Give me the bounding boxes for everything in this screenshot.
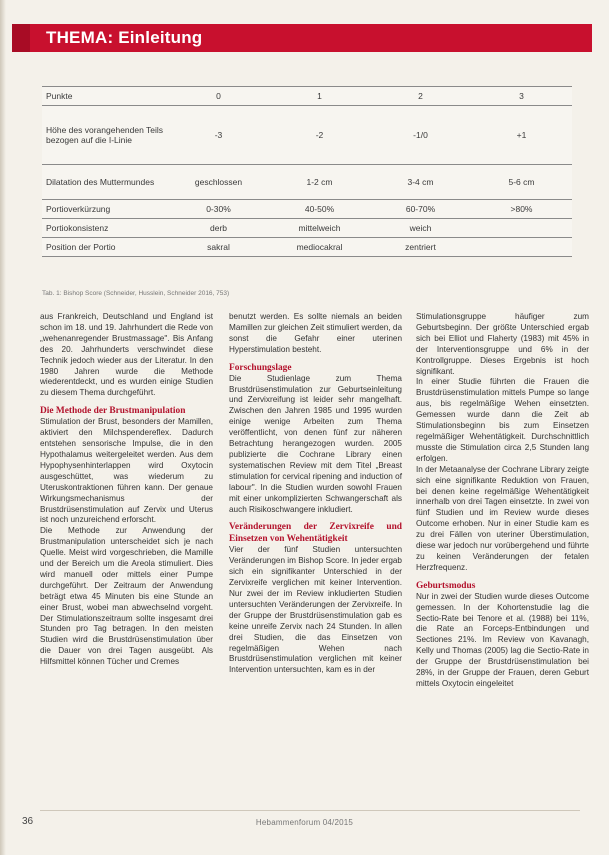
table-cell: -1/0 xyxy=(370,106,471,165)
paragraph: Nur in zwei der Studien wurde dieses Outcome gemessen. In der Kohortenstudie lag die Sectio-Rate bei Tenore et al. (1988) bei 11%, die Rate an Forceps-Entbindungen und Sectiones 21%. Im Review von Kavanagh, Kelly und Thomas (2005) lag die Sectio-Rate in der Gruppe der Brustdrüsenstimulation bei 28%, in der Gruppe der Frauen, deren Geburt mittels Oxytocin eingeleitet xyxy=(416,591,589,688)
paragraph: Die Methode zur Anwendung der Brustmanipulation unterscheidet sich je nach Quelle. Meist wird vorgeschrieben, die Mamille und der Bereich um die Areola stimuliert. Dies wird manuell oder mittels einer Pumpe durchgeführt. Der Zeitraum der Anwendung beträgt etwa 45 Minuten bis eine Stunde an einer Brust, wobei man abwechselnd vorgeht. Der Stimulationszeitraum sollte insgesamt drei Stunden pro Tag betragen. In den meisten Studien wird die Brustdrüsenstimulation über die Dauer von drei Tagen ausgeübt. Als Hilfsmittel können Tücher und Cremes xyxy=(40,526,213,667)
section-heading: Forschungslage xyxy=(229,362,292,373)
bishop-score-table xyxy=(42,86,572,257)
row-label: Position der Portio xyxy=(42,238,168,257)
table-row xyxy=(42,200,572,219)
table-cell: 1-2 cm xyxy=(269,165,370,200)
table-cell: 40-50% xyxy=(269,200,370,219)
table-cell: geschlossen xyxy=(168,165,269,200)
paragraph: In einer Studie führten die Frauen die Brustdrüsenstimulation mittels Pumpe so lange aus, bis regelmäßige Wehen einsetzten. Gemessen wurde dann die Zeit ab Stimulationsbeginn bis zum Einsetzen regelmäßiger Wehentätigkeit. Durchschnittlich musste die Stimulation circa 2,5 Stunden lang erfolgen. xyxy=(416,377,589,463)
table-header-row xyxy=(42,87,572,106)
row-label: Portioverkürzung xyxy=(42,200,168,219)
row-label: Portiokonsistenz xyxy=(42,219,168,238)
text-column-3 xyxy=(416,312,589,690)
table-cell: +1 xyxy=(471,106,572,165)
table-header-cell: 2 xyxy=(370,87,471,106)
paragraph: Stimulation der Brust, besonders der Mamillen, aktiviert den Milchspendereflex. Dadurch entstehen sensorische Impulse, die in den Hypothalamus weitergeleitet werden. Aus dem Hypophysenhinterlappen wird Oxytocin ausgeschüttet, was wiederum zu Uteruskontraktionen führen kann. Der genaue Wirkungsmechanismus der Brustdrüsenstimulation auf Zervix und Uterus ist noch unzureichend erforscht. xyxy=(40,417,213,525)
table-cell: -3 xyxy=(168,106,269,165)
table-cell: 5-6 cm xyxy=(471,165,572,200)
section-title: THEMA: Einleitung xyxy=(46,28,203,47)
page-number: 36 xyxy=(22,816,34,827)
table-cell: 3-4 cm xyxy=(370,165,471,200)
table-cell: derb xyxy=(168,219,269,238)
table-header-cell: Punkte xyxy=(42,87,168,106)
text-column-2 xyxy=(229,312,402,676)
table-header-cell: 0 xyxy=(168,87,269,106)
table-cell: 0-30% xyxy=(168,200,269,219)
table-header-cell: 3 xyxy=(471,87,572,106)
paragraph: Vier der fünf Studien untersuchten Veränderungen im Bishop Score. In jeder ergab sich ein signifikanter Unterschied in der Zervixreife verglichen mit keiner Intervention. Nur zwei der im Review inkludierten Studien untersuchten Veränderungen der Zervixreife. In der Gruppe der Brustdrüsenstimulation gab es keine unreife Zervix nach 24 Stunden. In allen drei Studien, die das Einsetzen von regelmäßigen Wehen nach Brustdrüsenstimulation verglichen mit keiner Intervention untersuchten, kam es in der xyxy=(229,545,402,675)
section-heading: Veränderungen der Zervixreife und Einsetzen von Wehentätigkeit xyxy=(229,522,402,545)
table-cell: 60-70% xyxy=(370,200,471,219)
table-cell: zentriert xyxy=(370,238,471,257)
table-cell: weich xyxy=(370,219,471,238)
paragraph: aus Frankreich, Deutschland und England ist schon im 18. und 19. Jahrhundert die Rede von „wehenanregender Brustmassage". Bis Anfang des 20. Jahrhunderts verschwindet diese Technik jedoch wieder aus der Literatur. In den 1980 Jahren wurde die Methode wiederentdeckt, und es wurden einige Studien zu diesem Thema durchgeführt. xyxy=(40,312,213,398)
paragraph: Stimulationsgruppe häufiger zum Geburtsbeginn. Der größte Unterschied ergab sich bei Elliot und Flaherty (1983) mit 45% in der Interventionsgruppe und 6% in der Kontrollgruppe. Dieses Ergebnis ist hoch signifikant. xyxy=(416,312,589,376)
table-row xyxy=(42,165,572,200)
table-cell: >80% xyxy=(471,200,572,219)
table-row xyxy=(42,219,572,238)
section-heading: Die Methode der Brustmanipulation xyxy=(40,406,186,417)
paragraph: Die Studienlage zum Thema Brustdrüsenstimulation zur Geburtseinleitung und Zervixreifung ist leider sehr mangelhaft. Zwischen den Jahren 1985 und 1995 wurden einige wenige Arbeiten zum Thema veröffentlicht, von denen fünf zur näheren Betrachtung herangezogen wurden. 2005 publizierte die Cochrane Library einen systematischen Review mit dem Titel „Breast stimulation for cervical ripening and induction of labour". In die Studien wurden sowohl Frauen mit einer unkomplizierten Schwangerschaft als auch Risikoschwangere inkludiert. xyxy=(229,373,402,514)
section-header-accent xyxy=(12,24,30,52)
footer-divider xyxy=(40,810,580,811)
table-cell: -2 xyxy=(269,106,370,165)
table-row xyxy=(42,106,572,165)
table-cell: mittelweich xyxy=(269,219,370,238)
paragraph: benutzt werden. Es sollte niemals an beiden Mamillen zur gleichen Zeit stimuliert werden, da sonst die Gefahr einer uterinen Hyperstimulation besteht. xyxy=(229,312,402,354)
table-header-cell: 1 xyxy=(269,87,370,106)
table-cell xyxy=(471,238,572,257)
scan-edge-shadow xyxy=(0,0,6,855)
table-cell: medioсakral xyxy=(269,238,370,257)
table-cell xyxy=(471,219,572,238)
section-heading: Geburtsmodus xyxy=(416,580,476,591)
table-row xyxy=(42,238,572,257)
row-label: Dilatation des Muttermundes xyxy=(42,165,168,200)
paragraph: In der Metaanalyse der Cochrane Library zeigte sich eine signifikante Reduktion von Frauen, bei denen keine regelmäßige Wehentätigkeit innerhalb von drei Tagen einsetzte. In zwei von fünf Studien und im Review wurde dieses Outcome erhoben. Nur in einer Studie kam es zu drei Fällen von uteriner Überstimulation, diese war jedoch nur vorübergehend und führte zu keinen Veränderungen der fetalen Herzfrequenz. xyxy=(416,464,589,572)
table-caption: Tab. 1: Bishop Score (Schneider, Husslein, Schneider 2016, 753) xyxy=(42,290,230,297)
table-cell: sakral xyxy=(168,238,269,257)
row-label: Höhe des vorangehenden Teils bezogen auf die I-Linie xyxy=(42,106,168,165)
magazine-issue: Hebammenforum 04/2015 xyxy=(255,818,354,827)
text-column-1 xyxy=(40,312,213,668)
